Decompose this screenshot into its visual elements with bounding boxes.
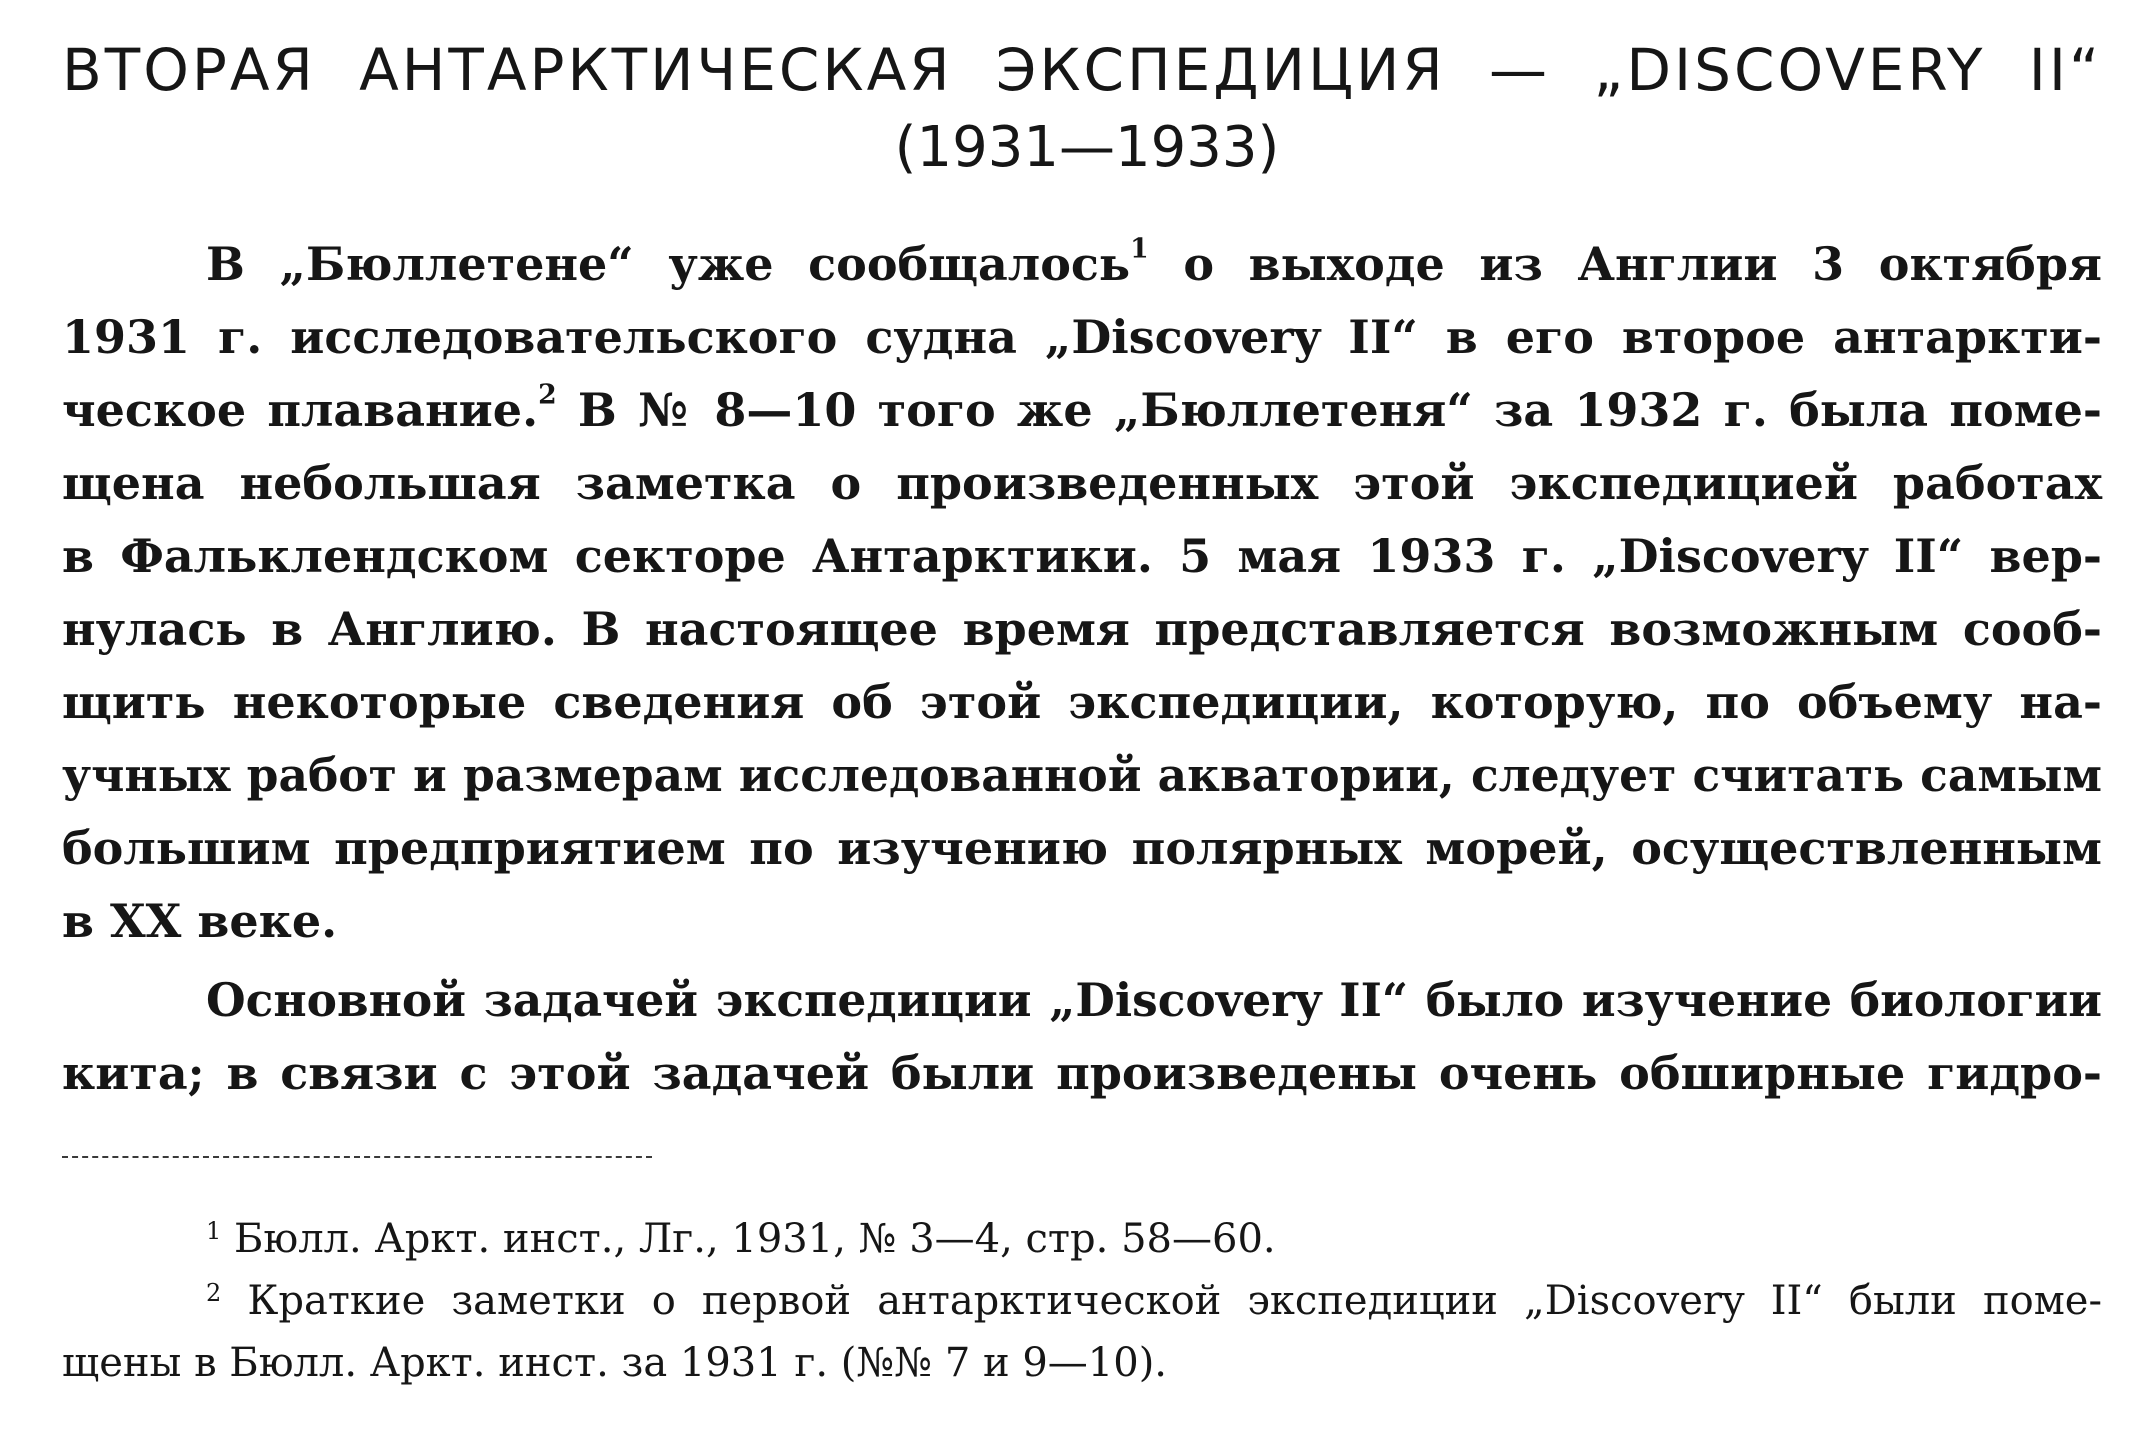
text-segment: о выходе из Англии 3 октября [1183, 237, 2103, 291]
text-segment: В „Бюллетене“ уже сообщалось [206, 237, 1131, 291]
paragraph-1-line-4: щена небольшая заметка о произведенных этой экспедицией работах [62, 456, 2102, 510]
paragraph-1 [62, 228, 2102, 958]
footnote-2-text-1: Краткие заметки о первой антарктической экспедиции „Discovery II“ были поме- [247, 1278, 2102, 1324]
text-segment: ческое плавание. [62, 383, 539, 437]
footnotes [62, 1208, 2102, 1394]
footnote-1-line [62, 1208, 2102, 1270]
paragraph-1-line-9: большим предприятием по изучению полярных морей, осуществленным [62, 821, 2102, 875]
footnote-ref-1: 1 [1130, 233, 1149, 265]
paragraph-1-line-3 [62, 374, 2102, 447]
footnote-2-line-1 [62, 1270, 2102, 1332]
paragraph-1-line-1 [62, 228, 2102, 301]
footnote-1-mark: 1 [206, 1216, 222, 1245]
paragraph-1-line-5: в Фальклендском секторе Антарктики. 5 мая 1933 г. „Discovery II“ вер- [62, 529, 2102, 583]
footnote-2-line-2: щены в Бюлл. Аркт. инст. за 1931 г. (№№ 7 и 9—10). [62, 1340, 1168, 1386]
footnote-2 [62, 1270, 2102, 1394]
article-body [62, 228, 2103, 1100]
text-segment: В № 8—10 того же „Бюллетеня“ за 1932 г. была поме- [577, 383, 2103, 437]
footnote-1 [62, 1208, 2102, 1270]
paragraph-2-line-2: кита; в связи с этой задачей были произведены очень обширные гидро- [62, 1046, 2102, 1100]
footnote-ref-2: 2 [538, 379, 557, 411]
footnote-2-mark: 2 [206, 1278, 222, 1307]
paragraph-1-line-8: учных работ и размерам исследованной акватории, следует считать самым [62, 748, 2102, 802]
paragraph-1-line-7: щить некоторые сведения об этой экспедиции, которую, по объему на- [62, 675, 2102, 729]
paragraph-2 [62, 964, 2102, 1110]
article-subtitle-years: (1931—1933) [894, 115, 1280, 180]
article-title: ВТОРАЯ АНТАРКТИЧЕСКАЯ ЭКСПЕДИЦИЯ — „DISCOVERY II“ [62, 36, 2102, 104]
paragraph-1-line-2: 1931 г. исследовательского судна „Discovery II“ в его второе антаркти- [62, 310, 2102, 364]
paragraph-1-line-6: нулась в Англию. В настоящее время представляется возможным сооб- [62, 602, 2102, 656]
paragraph-1-line-10: в XX веке. [62, 894, 338, 948]
paragraph-2-line-1: Основной задачей экспедиции „Discovery II“ было изучение биологии [206, 973, 2102, 1027]
footnote-1-text: Бюлл. Аркт. инст., Лг., 1931, № 3—4, стр. 58—60. [234, 1216, 1276, 1262]
footnote-divider [62, 1156, 652, 1158]
